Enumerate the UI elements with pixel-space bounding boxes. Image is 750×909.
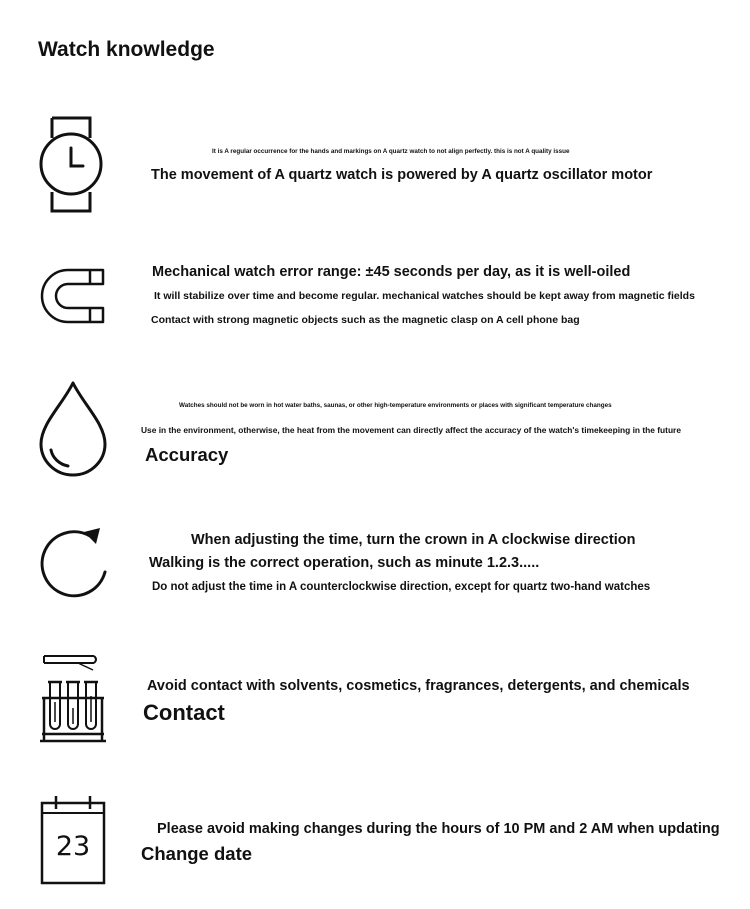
water-drop-icon — [38, 380, 108, 478]
drop-note: Watches should not be worn in hot water baths, saunas, or other high-temperature environments or places with significant temperature changes — [179, 402, 612, 409]
watch-note: It is A regular occurrence for the hands and markings on A quartz watch to not align perfectly. this is not A quality issue — [212, 148, 570, 155]
watch-icon — [38, 116, 104, 214]
magnet-icon — [40, 268, 106, 324]
magnet-line-3: Contact with strong magnetic objects such as the magnetic clasp on A cell phone bag — [151, 314, 580, 326]
crown-heading: When adjusting the time, turn the crown in A clockwise direction — [191, 532, 636, 548]
watch-heading: The movement of A quartz watch is powered by A quartz oscillator motor — [151, 167, 653, 183]
crown-line-3: Do not adjust the time in A counterclockwise direction, except for quartz two-hand watches — [152, 581, 651, 593]
date-heading: Change date — [141, 843, 253, 864]
page-title: Watch knowledge — [38, 38, 215, 61]
drop-heading: Accuracy — [145, 444, 229, 465]
clockwise-arrow-icon — [38, 526, 110, 604]
crown-line-2: Walking is the correct operation, such as minute 1.2.3..... — [149, 555, 540, 571]
magnet-line-2: It will stabilize over time and become regular. mechanical watches should be kept away from magnetic fields — [154, 290, 695, 302]
calendar-day: 23 — [55, 831, 91, 862]
drop-line-2: Use in the environment, otherwise, the heat from the movement can directly affect the accuracy of the watch's timekeeping in the future — [141, 425, 681, 435]
chemicals-heading: Contact — [143, 700, 225, 725]
magnet-heading: Mechanical watch error range: ±45 seconds per day, as it is well-oiled — [152, 264, 631, 280]
chemicals-note: Avoid contact with solvents, cosmetics, fragrances, detergents, and chemicals — [147, 678, 690, 694]
calendar-icon — [38, 795, 108, 887]
test-tubes-icon — [38, 652, 108, 744]
date-note: Please avoid making changes during the hours of 10 PM and 2 AM when updating — [157, 821, 720, 837]
